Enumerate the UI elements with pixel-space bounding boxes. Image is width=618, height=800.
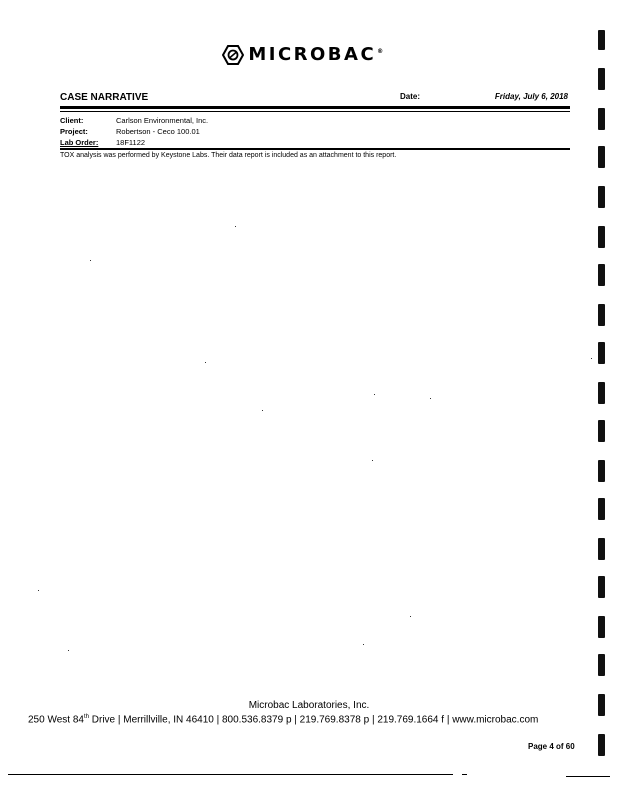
scan-speck (410, 616, 411, 617)
logo-wordmark: MICROBAC® (248, 44, 386, 65)
binder-mark (598, 382, 605, 404)
binder-mark (598, 538, 605, 560)
scan-speck (374, 394, 375, 395)
scan-speck (205, 362, 206, 363)
binder-mark (598, 654, 605, 676)
scan-speck (372, 460, 373, 461)
scan-speck (38, 590, 39, 591)
scan-speck (591, 358, 592, 359)
binder-mark (598, 576, 605, 598)
binder-mark (598, 146, 605, 168)
bottom-rule-dash (462, 774, 467, 775)
bottom-rule-right (566, 776, 610, 777)
binder-mark (598, 694, 605, 716)
info-rule (60, 148, 570, 150)
page-title: CASE NARRATIVE (60, 92, 149, 103)
client-label: Client: (60, 116, 84, 125)
date-label: Date: (400, 92, 421, 101)
project-label: Project: (60, 127, 88, 136)
header-rule (60, 106, 570, 109)
narrative-text: TOX analysis was performed by Keystone Labs. Their data report is included as an attachment to this report. (60, 152, 397, 159)
binder-mark (598, 108, 605, 130)
client-value: Carlson Environmental, Inc. (116, 116, 209, 125)
microbac-logo (0, 44, 618, 65)
footer-company: Microbac Laboratories, Inc. (248, 700, 370, 711)
lab-order-value: 18F1122 (116, 138, 146, 147)
report-date: Friday, July 6, 2018 (494, 92, 568, 101)
scan-speck (235, 226, 236, 227)
binder-mark (598, 342, 605, 364)
scan-speck (262, 410, 263, 411)
binder-mark (598, 420, 605, 442)
binder-mark (598, 264, 605, 286)
binder-mark (598, 186, 605, 208)
project-value: Robertson - Ceco 100.01 (116, 127, 200, 136)
scan-speck (90, 260, 91, 261)
scan-speck (363, 644, 364, 645)
scan-speck (68, 650, 69, 651)
binder-mark (598, 304, 605, 326)
binder-mark (598, 226, 605, 248)
binder-mark (598, 68, 605, 90)
binder-mark (598, 734, 605, 756)
bottom-rule (8, 774, 453, 775)
binder-mark (598, 460, 605, 482)
case-narrative-header (60, 92, 570, 106)
footer-address: 250 West 84th Drive | Merrillville, IN 46410 | 800.536.8379 p | 219.769.8378 p | 219.769.1664 f | www.microbac.com (28, 714, 539, 726)
lab-order-label: Lab Order: (60, 138, 99, 147)
binder-mark (598, 30, 605, 50)
binder-mark (598, 498, 605, 520)
page-number: Page 4 of 60 (528, 742, 575, 751)
binder-mark (598, 616, 605, 638)
scan-speck (430, 398, 431, 399)
hexagon-logo-icon (222, 45, 244, 65)
header-rule-thin (60, 111, 570, 112)
